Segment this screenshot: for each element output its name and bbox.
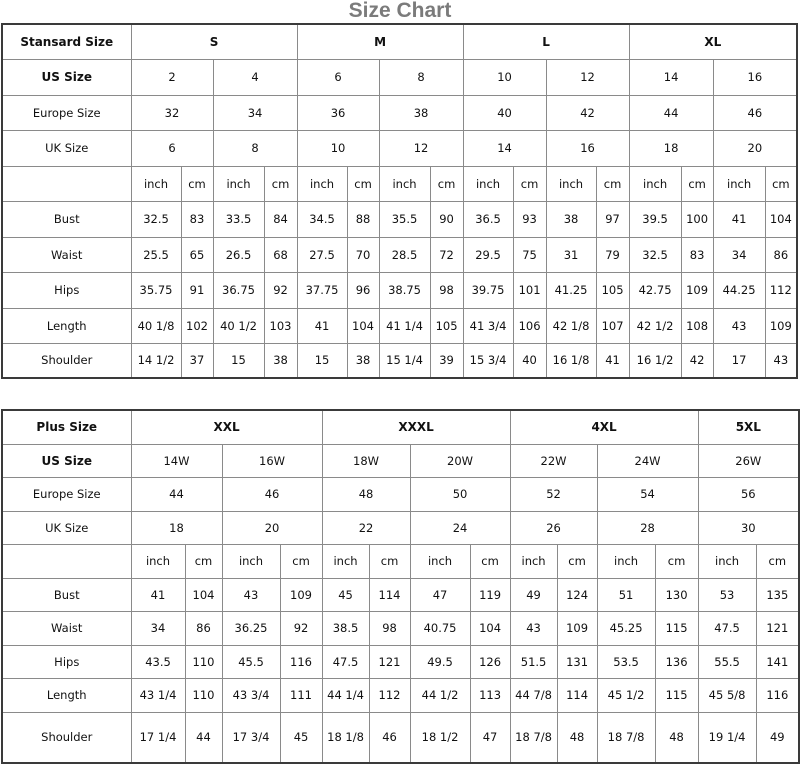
- measurement-cell: 37: [181, 343, 213, 378]
- unit-header: cm: [557, 544, 597, 578]
- size-group-header: 5XL: [698, 410, 799, 444]
- measurement-cell: 92: [264, 272, 297, 308]
- measurement-cell: 109: [765, 308, 797, 343]
- measurement-cell: 37.75: [297, 272, 347, 308]
- measurement-cell: 17 3/4: [222, 712, 280, 763]
- size-cell: 12: [379, 130, 463, 166]
- row-label: Hips: [2, 645, 131, 678]
- size-cell: 14: [629, 59, 713, 95]
- measurement-cell: 107: [596, 308, 629, 343]
- row-label: Shoulder: [2, 712, 131, 763]
- unit-header: cm: [430, 166, 463, 201]
- size-cell: 36: [297, 95, 379, 130]
- measurement-cell: 26.5: [213, 237, 264, 272]
- measurement-cell: 41.25: [546, 272, 596, 308]
- measurement-cell: 44 7/8: [510, 678, 557, 712]
- blank-cell: [2, 544, 131, 578]
- size-cell: 16: [713, 59, 797, 95]
- measurement-cell: 53.5: [597, 645, 655, 678]
- size-cell: 26: [510, 511, 597, 544]
- size-group-header: S: [131, 24, 297, 59]
- unit-header: inch: [597, 544, 655, 578]
- measurement-cell: 18 7/8: [510, 712, 557, 763]
- measurement-row: [2, 272, 797, 308]
- size-group-header: XXL: [131, 410, 322, 444]
- size-cell: 46: [222, 477, 322, 511]
- measurement-cell: 136: [655, 645, 698, 678]
- size-cell: 54: [597, 477, 698, 511]
- measurement-cell: 18 7/8: [597, 712, 655, 763]
- measurement-cell: 98: [430, 272, 463, 308]
- row-label: US Size: [2, 59, 131, 95]
- measurement-cell: 104: [765, 201, 797, 237]
- unit-header: cm: [185, 544, 222, 578]
- unit-header: inch: [510, 544, 557, 578]
- measurement-cell: 93: [513, 201, 546, 237]
- measurement-cell: 34: [131, 611, 185, 645]
- measurement-cell: 18 1/2: [410, 712, 470, 763]
- measurement-cell: 28.5: [379, 237, 430, 272]
- measurement-cell: 14 1/2: [131, 343, 181, 378]
- measurement-cell: 104: [347, 308, 379, 343]
- size-cell: 6: [297, 59, 379, 95]
- measurement-cell: 43.5: [131, 645, 185, 678]
- measurement-cell: 41 1/4: [379, 308, 430, 343]
- measurement-cell: 40 1/8: [131, 308, 181, 343]
- us-size-row: [2, 59, 797, 95]
- unit-header: cm: [470, 544, 510, 578]
- measurement-cell: 83: [681, 237, 713, 272]
- standard-size-table: [1, 23, 798, 379]
- size-cell: 10: [297, 130, 379, 166]
- size-cell: 30: [698, 511, 799, 544]
- page-title: Size Chart: [348, 0, 452, 22]
- measurement-cell: 109: [557, 611, 597, 645]
- unit-header: cm: [513, 166, 546, 201]
- measurement-cell: 135: [756, 578, 799, 611]
- measurement-cell: 100: [681, 201, 713, 237]
- measurement-cell: 17 1/4: [131, 712, 185, 763]
- measurement-row: [2, 611, 799, 645]
- measurement-cell: 36.25: [222, 611, 280, 645]
- measurement-row: [2, 578, 799, 611]
- row-label: Waist: [2, 611, 131, 645]
- row-label: Europe Size: [2, 95, 131, 130]
- measurement-cell: 105: [596, 272, 629, 308]
- size-cell: 38: [379, 95, 463, 130]
- measurement-cell: 42: [681, 343, 713, 378]
- row-label: Bust: [2, 578, 131, 611]
- measurement-cell: 106: [513, 308, 546, 343]
- measurement-cell: 40: [513, 343, 546, 378]
- size-cell: 22W: [510, 444, 597, 477]
- unit-header: inch: [463, 166, 513, 201]
- measurement-cell: 105: [430, 308, 463, 343]
- unit-header: inch: [213, 166, 264, 201]
- measurement-cell: 40 1/2: [213, 308, 264, 343]
- row-label: Hips: [2, 272, 131, 308]
- measurement-cell: 103: [264, 308, 297, 343]
- measurement-cell: 42 1/8: [546, 308, 596, 343]
- size-cell: 24W: [597, 444, 698, 477]
- europe-size-row: [2, 95, 797, 130]
- measurement-cell: 141: [756, 645, 799, 678]
- measurement-cell: 55.5: [698, 645, 756, 678]
- uk-size-row: [2, 130, 797, 166]
- measurement-cell: 45: [322, 578, 369, 611]
- row-label: Europe Size: [2, 477, 131, 511]
- unit-header: cm: [181, 166, 213, 201]
- row-label: Waist: [2, 237, 131, 272]
- measurement-cell: 42 1/2: [629, 308, 681, 343]
- size-cell: 22: [322, 511, 410, 544]
- measurement-cell: 42.75: [629, 272, 681, 308]
- measurement-cell: 16 1/8: [546, 343, 596, 378]
- unit-header: cm: [369, 544, 410, 578]
- measurement-cell: 39: [430, 343, 463, 378]
- measurement-cell: 109: [681, 272, 713, 308]
- measurement-cell: 19 1/4: [698, 712, 756, 763]
- measurement-cell: 44 1/4: [322, 678, 369, 712]
- measurement-cell: 45: [280, 712, 322, 763]
- measurement-cell: 119: [470, 578, 510, 611]
- measurement-cell: 92: [280, 611, 322, 645]
- header-label: Plus Size: [2, 410, 131, 444]
- size-cell: 50: [410, 477, 510, 511]
- size-cell: 32: [131, 95, 213, 130]
- unit-header: cm: [347, 166, 379, 201]
- measurement-cell: 90: [430, 201, 463, 237]
- measurement-row: [2, 645, 799, 678]
- measurement-cell: 83: [181, 201, 213, 237]
- measurement-cell: 15: [297, 343, 347, 378]
- measurement-cell: 113: [470, 678, 510, 712]
- measurement-cell: 104: [470, 611, 510, 645]
- measurement-cell: 72: [430, 237, 463, 272]
- size-cell: 10: [463, 59, 546, 95]
- measurement-cell: 17: [713, 343, 765, 378]
- size-cell: 46: [713, 95, 797, 130]
- measurement-cell: 49: [510, 578, 557, 611]
- unit-header: inch: [546, 166, 596, 201]
- size-cell: 40: [463, 95, 546, 130]
- row-label: Shoulder: [2, 343, 131, 378]
- measurement-cell: 86: [765, 237, 797, 272]
- measurement-cell: 40.75: [410, 611, 470, 645]
- measurement-cell: 91: [181, 272, 213, 308]
- unit-header: inch: [222, 544, 280, 578]
- measurement-cell: 43: [713, 308, 765, 343]
- size-cell: 20W: [410, 444, 510, 477]
- size-cell: 8: [213, 130, 297, 166]
- measurement-cell: 27.5: [297, 237, 347, 272]
- measurement-cell: 47: [470, 712, 510, 763]
- size-group-header: 4XL: [510, 410, 698, 444]
- measurement-cell: 115: [655, 678, 698, 712]
- measurement-cell: 43 1/4: [131, 678, 185, 712]
- measurement-cell: 41: [131, 578, 185, 611]
- size-cell: 18: [131, 511, 222, 544]
- measurement-cell: 112: [369, 678, 410, 712]
- measurement-cell: 111: [280, 678, 322, 712]
- measurement-cell: 41: [596, 343, 629, 378]
- measurement-cell: 41: [297, 308, 347, 343]
- units-row: [2, 544, 799, 578]
- measurement-cell: 25.5: [131, 237, 181, 272]
- measurement-cell: 38.5: [322, 611, 369, 645]
- unit-header: inch: [713, 166, 765, 201]
- measurement-cell: 32.5: [131, 201, 181, 237]
- measurement-cell: 48: [557, 712, 597, 763]
- blank-cell: [2, 166, 131, 201]
- measurement-cell: 45.25: [597, 611, 655, 645]
- size-cell: 4: [213, 59, 297, 95]
- measurement-cell: 15 1/4: [379, 343, 430, 378]
- measurement-cell: 101: [513, 272, 546, 308]
- size-cell: 26W: [698, 444, 799, 477]
- measurement-cell: 29.5: [463, 237, 513, 272]
- measurement-row: [2, 237, 797, 272]
- size-cell: 44: [629, 95, 713, 130]
- measurement-cell: 43: [765, 343, 797, 378]
- measurement-cell: 124: [557, 578, 597, 611]
- measurement-cell: 38: [546, 201, 596, 237]
- unit-header: cm: [756, 544, 799, 578]
- measurement-cell: 32.5: [629, 237, 681, 272]
- measurement-row: [2, 343, 797, 378]
- measurement-cell: 44.25: [713, 272, 765, 308]
- measurement-cell: 48: [655, 712, 698, 763]
- measurement-cell: 68: [264, 237, 297, 272]
- measurement-cell: 126: [470, 645, 510, 678]
- measurement-cell: 51.5: [510, 645, 557, 678]
- size-group-header: XL: [629, 24, 797, 59]
- unit-header: inch: [322, 544, 369, 578]
- measurement-cell: 36.5: [463, 201, 513, 237]
- plus-size-table: [1, 409, 800, 764]
- measurement-cell: 38.75: [379, 272, 430, 308]
- size-cell: 6: [131, 130, 213, 166]
- row-label: UK Size: [2, 511, 131, 544]
- size-cell: 34: [213, 95, 297, 130]
- measurement-cell: 88: [347, 201, 379, 237]
- size-cell: 44: [131, 477, 222, 511]
- measurement-cell: 36.75: [213, 272, 264, 308]
- size-cell: 42: [546, 95, 629, 130]
- unit-header: cm: [280, 544, 322, 578]
- row-label: Length: [2, 308, 131, 343]
- measurement-cell: 109: [280, 578, 322, 611]
- units-row: [2, 166, 797, 201]
- size-cell: 56: [698, 477, 799, 511]
- measurement-cell: 102: [181, 308, 213, 343]
- unit-header: inch: [698, 544, 756, 578]
- measurement-cell: 130: [655, 578, 698, 611]
- size-cell: 20: [713, 130, 797, 166]
- uk-size-row: [2, 511, 799, 544]
- size-cell: 48: [322, 477, 410, 511]
- measurement-cell: 114: [369, 578, 410, 611]
- unit-header: inch: [379, 166, 430, 201]
- size-cell: 16: [546, 130, 629, 166]
- measurement-cell: 86: [185, 611, 222, 645]
- measurement-cell: 53: [698, 578, 756, 611]
- measurement-cell: 51: [597, 578, 655, 611]
- size-cell: 24: [410, 511, 510, 544]
- measurement-cell: 96: [347, 272, 379, 308]
- measurement-cell: 41 3/4: [463, 308, 513, 343]
- measurement-cell: 121: [369, 645, 410, 678]
- measurement-cell: 38: [347, 343, 379, 378]
- us-size-row: [2, 444, 799, 477]
- row-label: Bust: [2, 201, 131, 237]
- size-cell: 14: [463, 130, 546, 166]
- size-cell: 12: [546, 59, 629, 95]
- measurement-cell: 116: [756, 678, 799, 712]
- size-cell: 16W: [222, 444, 322, 477]
- measurement-cell: 110: [185, 645, 222, 678]
- unit-header: inch: [131, 166, 181, 201]
- measurement-cell: 45 5/8: [698, 678, 756, 712]
- size-cell: 18: [629, 130, 713, 166]
- unit-header: cm: [765, 166, 797, 201]
- row-label: Length: [2, 678, 131, 712]
- measurement-cell: 112: [765, 272, 797, 308]
- measurement-row: [2, 678, 799, 712]
- measurement-cell: 45.5: [222, 645, 280, 678]
- measurement-row: [2, 201, 797, 237]
- measurement-cell: 34: [713, 237, 765, 272]
- size-cell: 28: [597, 511, 698, 544]
- measurement-cell: 43 3/4: [222, 678, 280, 712]
- measurement-cell: 15: [213, 343, 264, 378]
- measurement-cell: 43: [222, 578, 280, 611]
- measurement-cell: 97: [596, 201, 629, 237]
- unit-header: inch: [297, 166, 347, 201]
- measurement-cell: 47.5: [322, 645, 369, 678]
- measurement-cell: 116: [280, 645, 322, 678]
- measurement-cell: 115: [655, 611, 698, 645]
- unit-header: cm: [681, 166, 713, 201]
- measurement-cell: 70: [347, 237, 379, 272]
- measurement-cell: 65: [181, 237, 213, 272]
- unit-header: inch: [131, 544, 185, 578]
- measurement-cell: 35.75: [131, 272, 181, 308]
- measurement-cell: 44 1/2: [410, 678, 470, 712]
- measurement-cell: 49.5: [410, 645, 470, 678]
- size-cell: 8: [379, 59, 463, 95]
- measurement-cell: 45 1/2: [597, 678, 655, 712]
- measurement-cell: 34.5: [297, 201, 347, 237]
- measurement-cell: 33.5: [213, 201, 264, 237]
- measurement-cell: 131: [557, 645, 597, 678]
- size-group-header: L: [463, 24, 629, 59]
- row-label: UK Size: [2, 130, 131, 166]
- measurement-cell: 108: [681, 308, 713, 343]
- unit-header: cm: [264, 166, 297, 201]
- size-cell: 52: [510, 477, 597, 511]
- measurement-cell: 35.5: [379, 201, 430, 237]
- measurement-cell: 43: [510, 611, 557, 645]
- measurement-cell: 47: [410, 578, 470, 611]
- measurement-cell: 49: [756, 712, 799, 763]
- measurement-cell: 84: [264, 201, 297, 237]
- europe-size-row: [2, 477, 799, 511]
- measurement-cell: 47.5: [698, 611, 756, 645]
- measurement-cell: 38: [264, 343, 297, 378]
- measurement-cell: 39.75: [463, 272, 513, 308]
- measurement-cell: 39.5: [629, 201, 681, 237]
- measurement-cell: 104: [185, 578, 222, 611]
- unit-header: inch: [629, 166, 681, 201]
- size-cell: 14W: [131, 444, 222, 477]
- measurement-cell: 15 3/4: [463, 343, 513, 378]
- header-label: Stansard Size: [2, 24, 131, 59]
- size-cell: 18W: [322, 444, 410, 477]
- measurement-cell: 31: [546, 237, 596, 272]
- measurement-cell: 46: [369, 712, 410, 763]
- measurement-row: [2, 712, 799, 763]
- measurement-cell: 18 1/8: [322, 712, 369, 763]
- size-cell: 20: [222, 511, 322, 544]
- measurement-cell: 41: [713, 201, 765, 237]
- measurement-cell: 114: [557, 678, 597, 712]
- row-label: US Size: [2, 444, 131, 477]
- measurement-cell: 16 1/2: [629, 343, 681, 378]
- measurement-cell: 44: [185, 712, 222, 763]
- measurement-cell: 75: [513, 237, 546, 272]
- measurement-cell: 98: [369, 611, 410, 645]
- unit-header: cm: [596, 166, 629, 201]
- size-group-header: XXXL: [322, 410, 510, 444]
- measurement-row: [2, 308, 797, 343]
- unit-header: inch: [410, 544, 470, 578]
- size-cell: 2: [131, 59, 213, 95]
- unit-header: cm: [655, 544, 698, 578]
- size-group-header: M: [297, 24, 463, 59]
- measurement-cell: 79: [596, 237, 629, 272]
- measurement-cell: 110: [185, 678, 222, 712]
- measurement-cell: 121: [756, 611, 799, 645]
